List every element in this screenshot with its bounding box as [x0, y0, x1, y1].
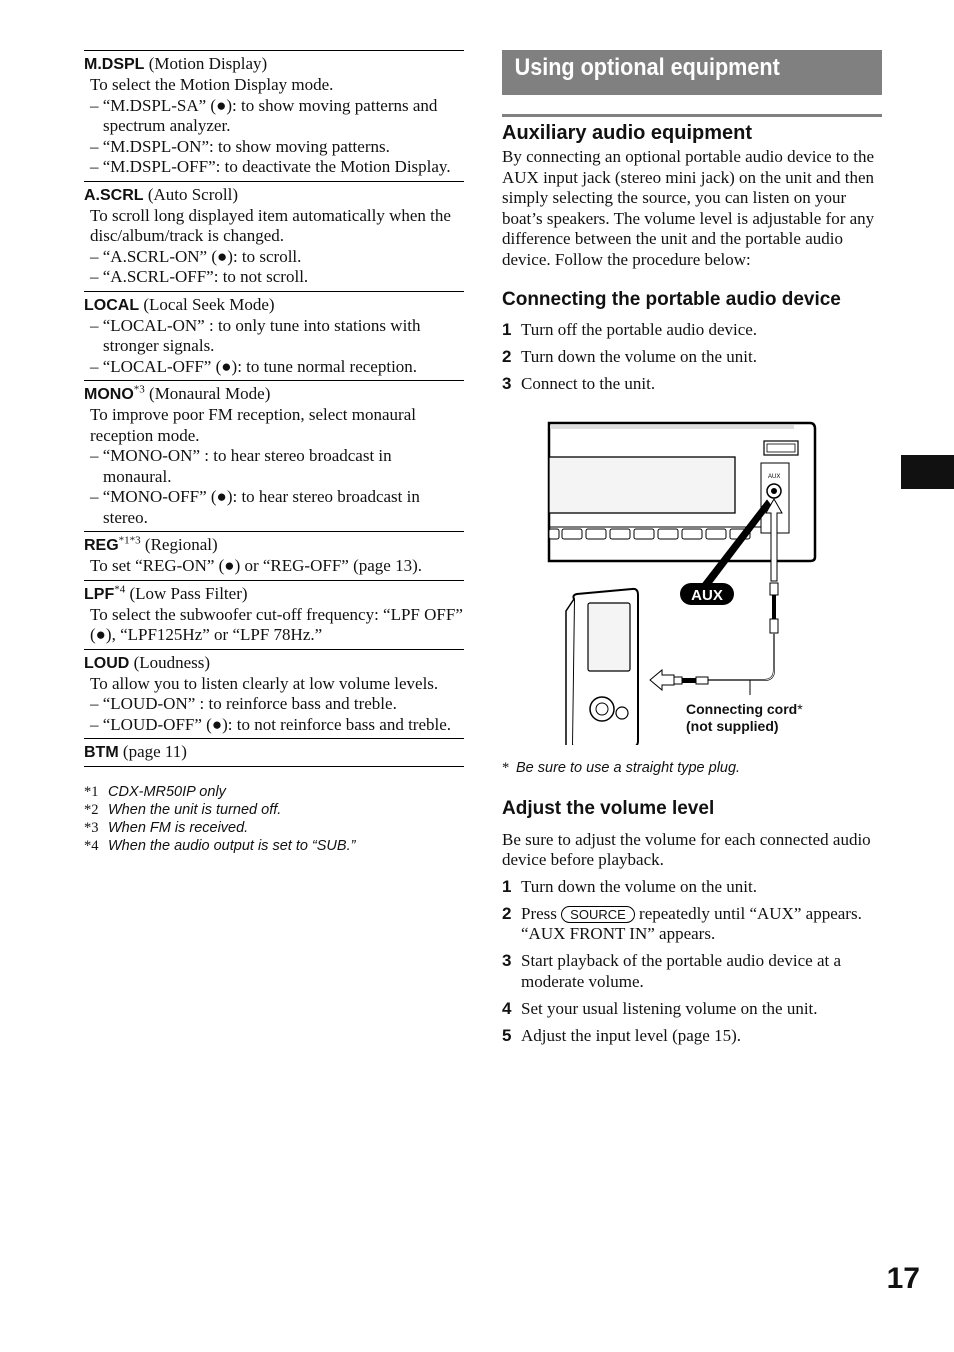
- setting-term: LPF: [84, 585, 115, 603]
- setting-description: To select the Motion Display mode.: [90, 75, 334, 94]
- setting-term: REG: [84, 537, 119, 554]
- setting-entry: [84, 531, 464, 580]
- footnote-ref: *3: [133, 383, 145, 396]
- setting-description: To select the subwoofer cut-off frequency: “LPF OFF” (●), “LPF125Hz” or “LPF 78Hz.”: [90, 604, 463, 644]
- page-number: 17: [886, 1262, 920, 1295]
- setting-full-name: (Local Seek Mode): [139, 294, 275, 314]
- setting-description: To scroll long displayed item automatically when the disc/album/track is changed.: [90, 205, 451, 245]
- setting-term-line: [84, 535, 464, 556]
- setting-term-line: [84, 653, 464, 674]
- setting-description: To improve poor FM reception, select monaural reception mode.: [90, 405, 416, 445]
- volume-step: 5 Adjust the input level (page 15).: [502, 1025, 742, 1045]
- connection-illustration: [502, 405, 882, 745]
- setting-term: LOCAL: [84, 296, 140, 314]
- connect-steps: [502, 320, 882, 395]
- volume-step: 2 Press SOURCE repeatedly until “AUX” appears. “AUX FRONT IN” appears.: [502, 903, 862, 943]
- setting-entry: [84, 649, 464, 739]
- volume-step: 3 Start playback of the portable audio device at a moderate volume.: [502, 951, 842, 991]
- setting-entry: [84, 738, 464, 767]
- setting-entry: [84, 291, 464, 381]
- setting-term: LOUD: [84, 654, 130, 672]
- connect-step: 1 Turn off the portable audio device.: [502, 320, 758, 339]
- setting-full-name: (Low Pass Filter): [125, 583, 248, 603]
- setting-full-name: (Monaural Mode): [144, 384, 271, 403]
- setting-term: MONO: [84, 386, 134, 403]
- setting-description: To allow you to listen clearly at low volume levels.: [90, 673, 439, 693]
- setting-entry: [84, 181, 464, 291]
- setting-option: – “M.DSPL-OFF”: to deactivate the Motion Display.: [90, 157, 451, 176]
- footnote: [84, 783, 464, 801]
- setting-option: – “LOCAL-OFF” (●): to tune normal reception.: [90, 356, 418, 376]
- head-unit: [549, 423, 815, 581]
- footnote-mark: *2: [84, 802, 99, 818]
- volume-title: Adjust the volume level: [502, 797, 715, 819]
- setting-option: – “A.SCRL-ON” (●): to scroll.: [90, 246, 302, 266]
- setting-option: – “M.DSPL-ON”: to show moving patterns.: [90, 136, 390, 156]
- setting-option: – “MONO-ON” : to hear stereo broadcast in monaural.: [90, 446, 392, 486]
- volume-intro: Be sure to adjust the volume for each connected audio device before playback.: [502, 829, 871, 869]
- setting-option: – “MONO-OFF” (●): to hear stereo broadcast in stereo.: [90, 487, 420, 527]
- source-button: SOURCE: [561, 906, 635, 923]
- setting-entry: [84, 580, 464, 649]
- footnote-text: CDX-MR50IP only: [108, 784, 226, 800]
- setting-full-name: (Motion Display): [144, 54, 268, 73]
- setting-term: M.DSPL: [84, 56, 145, 73]
- connecting-title: Connecting the portable audio device: [502, 289, 841, 310]
- setting-term-line: [84, 185, 464, 206]
- connection-diagram: [502, 405, 882, 745]
- setting-term-line: [84, 384, 464, 405]
- connect-step: 3 Connect to the unit.: [502, 374, 656, 393]
- footnote-mark: *4: [84, 838, 99, 854]
- connect-step: 2 Turn down the volume on the unit.: [502, 347, 757, 366]
- setting-option: – “LOUD-ON” : to reinforce bass and treble.: [90, 694, 397, 713]
- setting-full-name: (Regional): [140, 535, 218, 554]
- setting-option: – “A.SCRL-OFF”: to not scroll.: [90, 267, 309, 286]
- footnote-ref: *1*3: [118, 534, 141, 547]
- setting-option: – “LOUD-OFF” (●): to not reinforce bass and treble.: [90, 714, 452, 734]
- optional-equipment-column: [502, 50, 882, 1053]
- footnote-text: When the unit is turned off.: [108, 802, 282, 818]
- footnote: [84, 801, 464, 819]
- setting-term-line: [84, 742, 464, 763]
- setting-entry: [84, 380, 464, 531]
- banner-title: Using optional equipment: [502, 50, 882, 95]
- footnote: [84, 819, 464, 837]
- footnote-text: When the audio output is set to “SUB.”: [108, 838, 356, 854]
- footnote: [84, 837, 464, 855]
- setting-term-line: [84, 584, 464, 605]
- volume-step: 1 Turn down the volume on the unit.: [502, 876, 757, 896]
- cord-label: Connecting cord* (not supplied): [686, 700, 803, 734]
- setting-full-name: (Auto Scroll): [143, 184, 238, 204]
- setting-term-line: [84, 54, 464, 75]
- aux-badge-label: AUX: [691, 586, 723, 604]
- section-rule: [502, 114, 882, 117]
- auxiliary-title: Auxiliary audio equipment: [502, 122, 753, 144]
- auxiliary-intro: By connecting an optional portable audio device to the AUX input jack (stereo mini jack) on the unit and then simply selecting the source, you can listen on your boat’s speakers. The volume level is adjustable for any difference between the unit and the portable audio device. Follow the procedure below:: [502, 147, 875, 269]
- setting-entry: [84, 50, 464, 181]
- section-banner: [502, 50, 882, 95]
- setting-full-name: (page 11): [118, 742, 187, 761]
- menu-settings-column: [84, 50, 464, 855]
- plug-note: * Be sure to use a straight type plug.: [502, 759, 741, 776]
- chapter-tab: [901, 455, 954, 489]
- footnote-mark: *1: [84, 784, 99, 800]
- volume-steps: [502, 877, 882, 1047]
- footnote-ref: *4: [114, 582, 126, 595]
- footnotes: [84, 783, 464, 855]
- setting-description: To set “REG-ON” (●) or “REG-OFF” (page 13).: [90, 556, 422, 575]
- setting-full-name: (Loudness): [129, 652, 211, 672]
- footnote-mark: *3: [84, 820, 99, 836]
- footnote-text: When FM is received.: [108, 820, 249, 836]
- setting-term: BTM: [84, 744, 119, 761]
- aux-jack-label: AUX: [768, 473, 781, 480]
- setting-option: – “M.DSPL-SA” (●): to show moving patterns and spectrum analyzer.: [90, 95, 438, 135]
- setting-term-line: [84, 295, 464, 316]
- setting-term: A.SCRL: [84, 186, 144, 204]
- volume-step: 4 Set your usual listening volume on the unit.: [502, 998, 818, 1018]
- portable-audio-device: [566, 588, 638, 744]
- setting-option: – “LOCAL-ON” : to only tune into stations with stronger signals.: [90, 315, 421, 355]
